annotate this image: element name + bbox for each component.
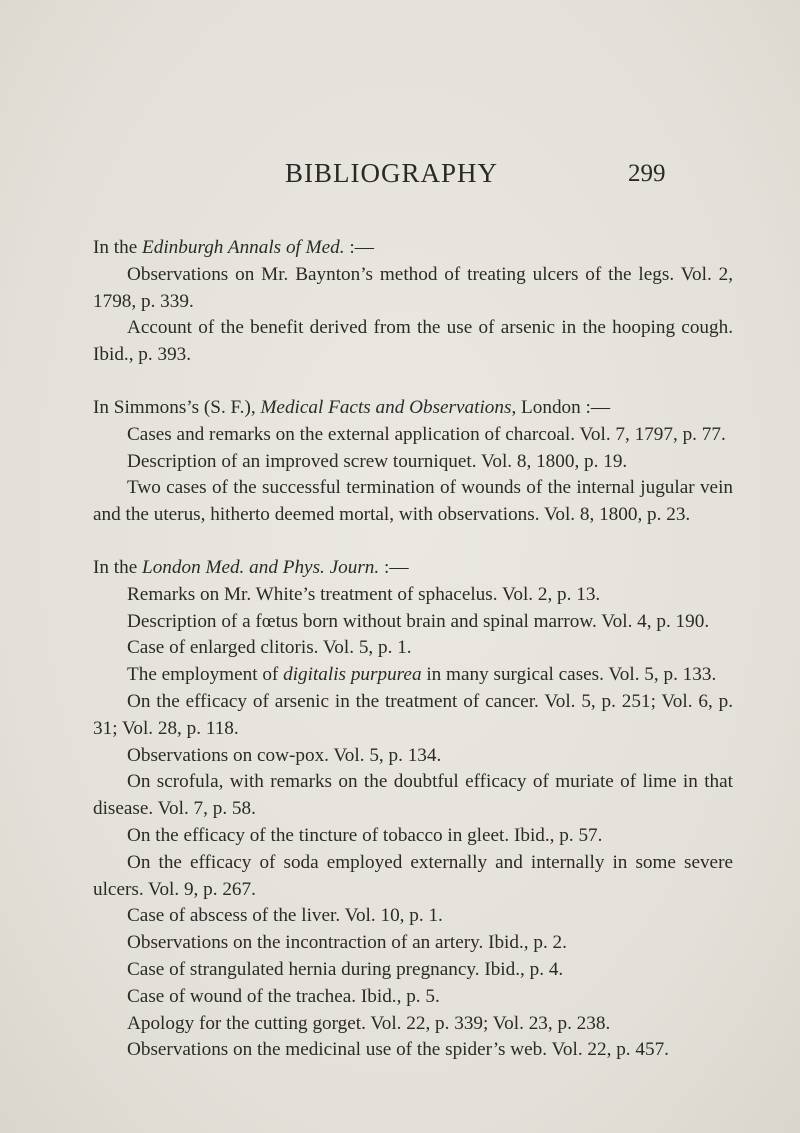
bibliography-entry: On scrofula, with remarks on the doubtful efficacy of muriate of lime in that disease. Vol. 7, p. 58. <box>93 771 733 820</box>
page-header <box>0 158 800 198</box>
journal-title: Medical Facts and Observations <box>260 396 512 418</box>
bibliography-section <box>93 395 733 529</box>
bibliography-entry: Case of strangulated hernia during pregnancy. Ibid., p. 4. <box>127 958 564 980</box>
bibliography-entry: On the efficacy of arsenic in the treatment of cancer. Vol. 5, p. 251; Vol. 6, p. 31; Vol. 28, p. 118. <box>93 690 733 739</box>
bibliography-section <box>93 555 733 1064</box>
bibliography-entry: Remarks on Mr. White’s treatment of sphacelus. Vol. 2, p. 13. <box>127 583 601 605</box>
bibliography-entry: On the efficacy of the tincture of tobacco in gleet. Ibid., p. 57. <box>127 824 603 846</box>
journal-title: Edinburgh Annals of Med. <box>142 237 345 258</box>
bibliography-entry: Case of abscess of the liver. Vol. 10, p. 1. <box>127 905 443 927</box>
bibliography-entry: Observations on the incontraction of an artery. Ibid., p. 2. <box>127 932 567 954</box>
journal-title: London Med. and Phys. Journ. <box>142 556 380 578</box>
bibliography-entry: Apology for the cutting gorget. Vol. 22, p. 339; Vol. 23, p. 238. <box>127 1012 611 1034</box>
section-intro: In the London Med. and Phys. Journ. :— <box>93 556 409 578</box>
bibliography-entry: Observations on the medicinal use of the spider’s web. Vol. 22, p. 457. <box>127 1039 669 1061</box>
bibliography-entry: Case of wound of the trachea. Ibid., p. 5. <box>127 985 440 1007</box>
bibliography-entry: Two cases of the successful termination of wounds of the internal jugular vein and the uterus, hitherto deemed mortal, with observations. Vol. 8, 1800, p. 23. <box>93 477 733 526</box>
bibliography-body <box>93 235 733 1090</box>
bibliography-entry: Observations on Mr. Baynton’s method of treating ulcers of the legs. Vol. 2, 1798, p. 339. <box>93 263 733 312</box>
bibliography-entry: Observations on cow-pox. Vol. 5, p. 134. <box>127 744 442 766</box>
bibliography-section <box>93 235 733 369</box>
bibliography-entry: Cases and remarks on the external application of charcoal. Vol. 7, 1797, p. 77. <box>127 423 726 445</box>
bibliography-entry: Case of enlarged clitoris. Vol. 5, p. 1. <box>127 637 412 659</box>
section-intro: In the Edinburgh Annals of Med. :— <box>93 237 374 258</box>
bibliography-entry: The employment of digitalis purpurea in many surgical cases. Vol. 5, p. 133. <box>127 664 717 686</box>
bibliography-entry: On the efficacy of soda employed externally and internally in some severe ulcers. Vol. 9, p. 267. <box>93 851 733 900</box>
bibliography-entry: Account of the benefit derived from the use of arsenic in the hooping cough. Ibid., p. 393. <box>93 317 733 366</box>
bibliography-entry: Description of an improved screw tourniquet. Vol. 8, 1800, p. 19. <box>127 450 628 472</box>
section-intro: In Simmons’s (S. F.), Medical Facts and Observations, London :— <box>93 396 611 418</box>
running-head: BIBLIOGRAPHY <box>285 158 499 188</box>
page-number: 299 <box>628 160 666 187</box>
bibliography-entry: Description of a fœtus born without brain and spinal marrow. Vol. 4, p. 190. <box>127 610 710 632</box>
